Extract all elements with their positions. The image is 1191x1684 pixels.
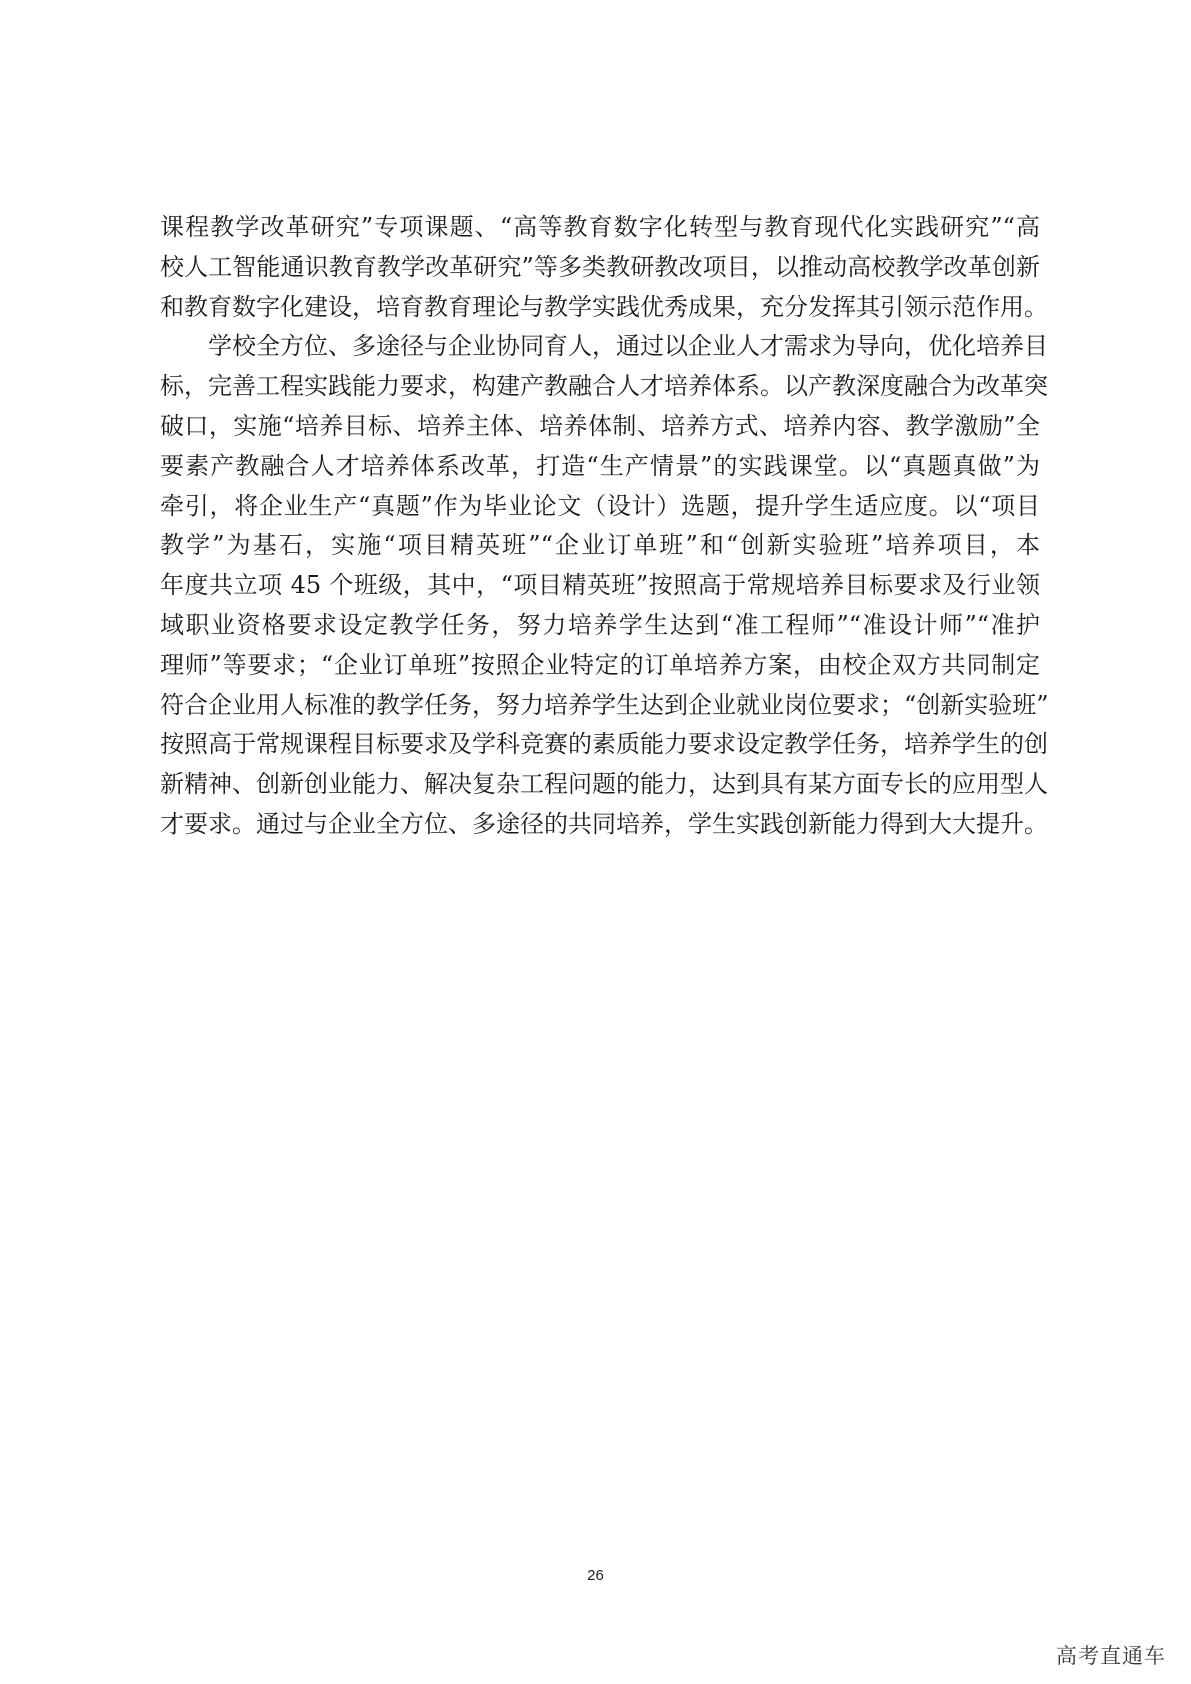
- text-line: 理师”等要求；“企业订单班”按照企业特定的订单培养方案，由校企双方共同制定: [160, 650, 1040, 679]
- text-line: 标，完善工程实践能力要求，构建产教融合人才培养体系。以产教深度融合为改革突: [160, 372, 1048, 401]
- text-line: 才要求。通过与企业全方位、多途径的共同培养，学生实践创新能力得到大大提升。: [160, 809, 1048, 838]
- text-line: 年度共立项 45 个班级，其中，“项目精英班”按照高于常规培养目标要求及行业领: [160, 571, 1040, 600]
- page-number: 26: [587, 1567, 604, 1584]
- text-line: 学校全方位、多途径与企业协同育人，通过以企业人才需求为导向，优化培养目: [160, 332, 1048, 361]
- text-line: 教学”为基石，实施“项目精英班”“企业订单班”和“创新实验班”培养项目，本: [160, 531, 1040, 560]
- text-line: 按照高于常规课程目标要求及学科竞赛的素质能力要求设定教学任务，培养学生的创: [160, 730, 1048, 759]
- text-line: 符合企业用人标准的教学任务，努力培养学生达到企业就业岗位要求；“创新实验班”: [160, 690, 1049, 719]
- watermark: 高考直通车: [1056, 1644, 1166, 1668]
- text-line: 要素产教融合人才培养体系改革，打造“生产情景”的实践课堂。以“真题真做”为: [160, 451, 1040, 480]
- body-text: [160, 208, 1049, 845]
- text-line: 域职业资格要求设定教学任务，努力培养学生达到“准工程师”“准设计师”“准护: [160, 610, 1040, 639]
- text-line: 校人工智能通识教育教学改革研究”等多类教研教改项目，以推动高校教学改革创新: [160, 252, 1040, 281]
- text-line: 破口，实施“培养目标、培养主体、培养体制、培养方式、培养内容、教学激励”全: [160, 411, 1040, 440]
- text-line: 课程教学改革研究”专项课题、“高等教育数字化转型与教育现代化实践研究”“高: [160, 213, 1040, 241]
- text-line: 牵引，将企业生产“真题”作为毕业论文（设计）选题，提升学生适应度。以“项目: [160, 491, 1040, 520]
- text-line: 新精神、创新创业能力、解决复杂工程问题的能力，达到具有某方面专长的应用型人: [160, 770, 1048, 799]
- text-line: 和教育数字化建设，培育教育理论与教学实践优秀成果，充分发挥其引领示范作用。: [160, 292, 1048, 321]
